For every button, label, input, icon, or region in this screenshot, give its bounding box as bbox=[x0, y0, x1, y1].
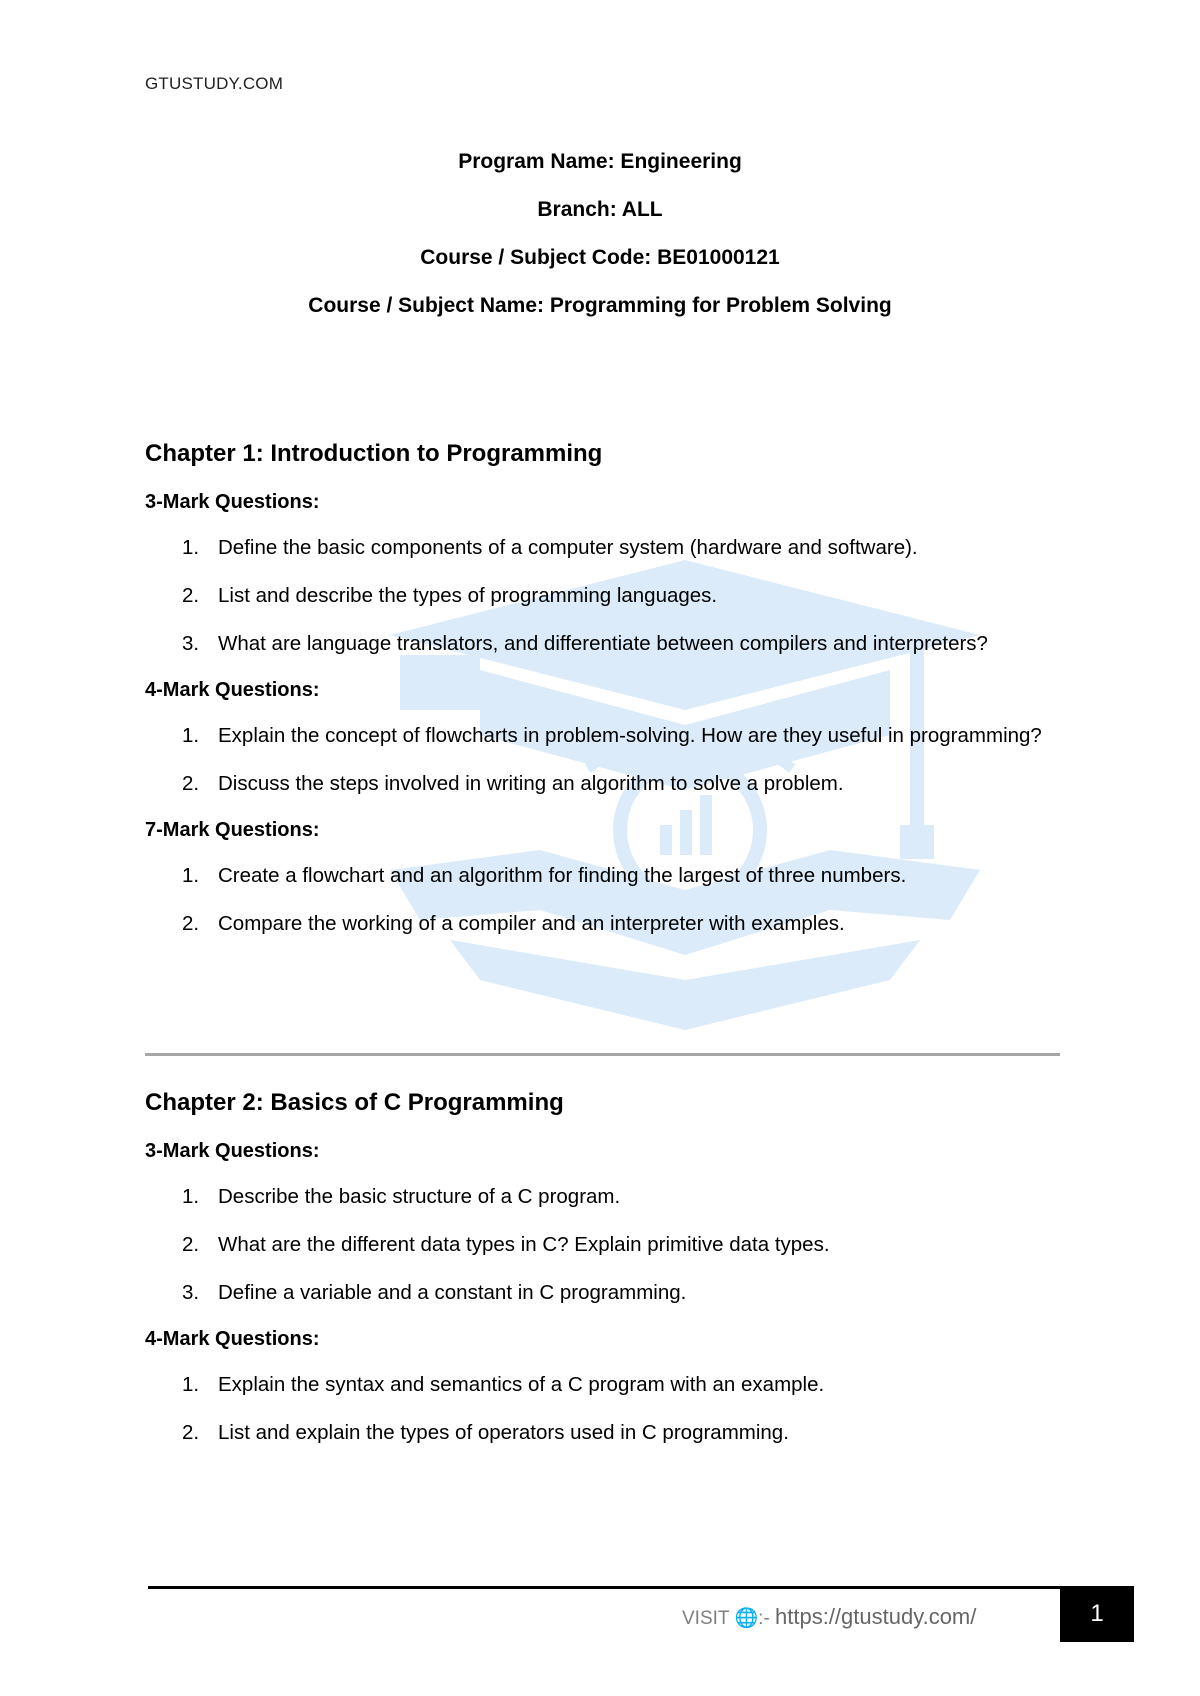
question-list bbox=[145, 1181, 1075, 1309]
section-heading: 4-Mark Questions: bbox=[145, 679, 320, 701]
chapter-title: Chapter 1: Introduction to Programming bbox=[145, 440, 603, 467]
question-item bbox=[145, 580, 1075, 612]
question-number: 2. bbox=[182, 772, 200, 795]
question-list bbox=[145, 532, 1075, 660]
chapter-1 bbox=[145, 438, 1075, 956]
branch: Branch: ALL bbox=[537, 198, 663, 221]
question-item bbox=[145, 908, 1075, 940]
question-text: Compare the working of a compiler and an interpreter with examples. bbox=[218, 912, 845, 935]
question-number: 2. bbox=[182, 1421, 200, 1444]
question-item bbox=[145, 1369, 1075, 1401]
question-list bbox=[145, 1369, 1075, 1449]
question-item bbox=[145, 532, 1075, 564]
subject-name: Course / Subject Name: Programming for Problem Solving bbox=[308, 294, 892, 317]
question-text: Describe the basic structure of a C program. bbox=[218, 1185, 621, 1208]
chapter-2 bbox=[145, 1087, 1075, 1465]
question-number: 2. bbox=[182, 912, 200, 935]
visit-label: VISIT bbox=[682, 1608, 730, 1629]
question-list bbox=[145, 720, 1075, 800]
question-number: 1. bbox=[182, 1185, 200, 1208]
question-number: 1. bbox=[182, 1373, 200, 1396]
question-item bbox=[145, 860, 1075, 892]
question-number: 3. bbox=[182, 1281, 200, 1304]
question-text: Create a flowchart and an algorithm for finding the largest of three numbers. bbox=[218, 864, 907, 887]
question-text: List and explain the types of operators used in C programming. bbox=[218, 1421, 789, 1444]
header-brand: GTUSTUDY.COM bbox=[145, 74, 284, 93]
question-item bbox=[145, 768, 1075, 800]
footer-rule bbox=[148, 1586, 1060, 1589]
question-item bbox=[145, 1277, 1075, 1309]
section-heading: 4-Mark Questions: bbox=[145, 1328, 320, 1350]
program-name: Program Name: Engineering bbox=[458, 150, 742, 173]
globe-icon: 🌐 bbox=[734, 1608, 759, 1629]
chapter-title: Chapter 2: Basics of C Programming bbox=[145, 1089, 564, 1116]
question-item bbox=[145, 628, 1075, 660]
question-text: What are language translators, and differentiate between compilers and interpreters? bbox=[218, 632, 988, 655]
visit-separator: :- bbox=[758, 1608, 770, 1629]
question-number: 1. bbox=[182, 864, 200, 887]
question-number: 1. bbox=[182, 724, 200, 747]
question-text: What are the different data types in C? Explain primitive data types. bbox=[218, 1233, 830, 1256]
chapter-divider bbox=[145, 1053, 1060, 1056]
question-text: Define the basic components of a computer system (hardware and software). bbox=[218, 536, 918, 559]
course-title-block bbox=[0, 148, 1200, 340]
section-heading: 7-Mark Questions: bbox=[145, 819, 320, 841]
question-text: List and describe the types of programming languages. bbox=[218, 584, 718, 607]
question-text: Explain the concept of flowcharts in problem-solving. How are they useful in programming? bbox=[218, 724, 1042, 747]
question-list bbox=[145, 860, 1075, 940]
question-item bbox=[145, 1229, 1075, 1261]
subject-code: Course / Subject Code: BE01000121 bbox=[420, 246, 780, 269]
question-number: 1. bbox=[182, 536, 200, 559]
section-heading: 3-Mark Questions: bbox=[145, 491, 320, 513]
question-number: 2. bbox=[182, 1233, 200, 1256]
question-number: 3. bbox=[182, 632, 200, 655]
question-text: Explain the syntax and semantics of a C program with an example. bbox=[218, 1373, 825, 1396]
question-text: Discuss the steps involved in writing an algorithm to solve a problem. bbox=[218, 772, 844, 795]
question-text: Define a variable and a constant in C programming. bbox=[218, 1281, 687, 1304]
question-item bbox=[145, 720, 1075, 752]
footer-visit bbox=[682, 1604, 976, 1630]
page-number: 1 bbox=[1060, 1586, 1134, 1642]
website-link[interactable]: https://gtustudy.com/ bbox=[775, 1604, 977, 1629]
question-item bbox=[145, 1181, 1075, 1213]
section-heading: 3-Mark Questions: bbox=[145, 1140, 320, 1162]
question-number: 2. bbox=[182, 584, 200, 607]
question-item bbox=[145, 1417, 1075, 1449]
